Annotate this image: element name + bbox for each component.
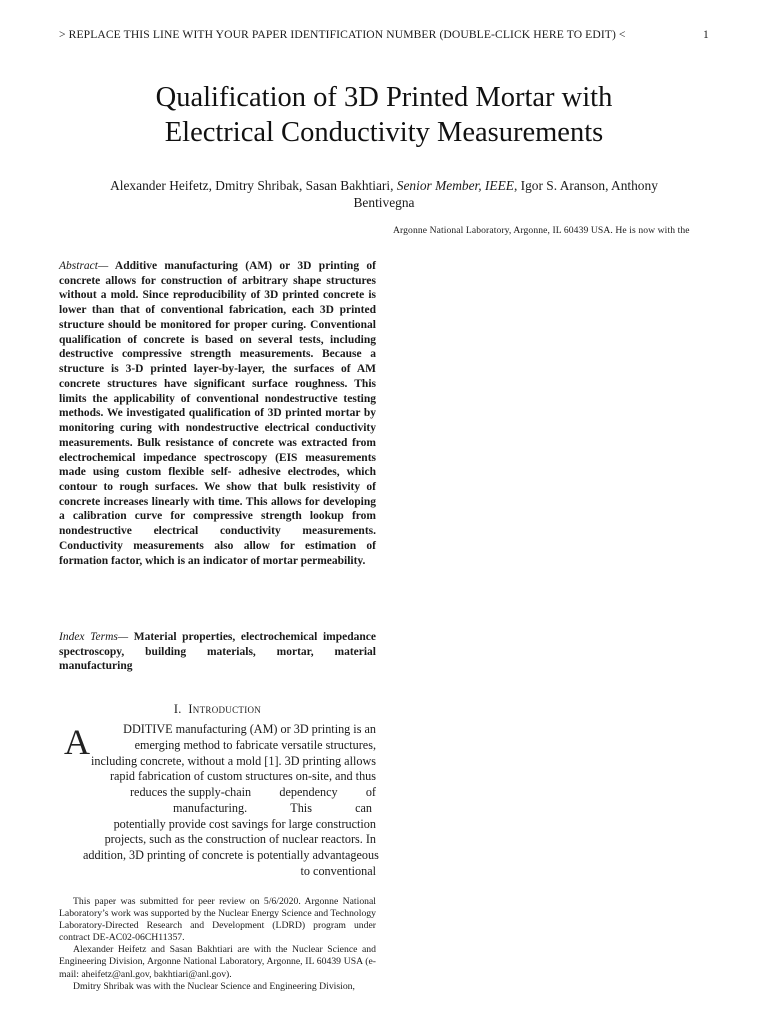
title-line-2: Electrical Conductivity Measurements xyxy=(164,117,604,148)
abstract-text: Additive manufacturing (AM) or 3D printing of concrete allows for construction of arbitrary shape structures without a mold. Since reproducibility of 3D printed concrete is lower than that of conventional fabrication, each 3D printed structure should be monitored for proper curing. Conventional qualification of concrete is based on several tests, including destructive compressive strength measurements. Because a structure is 3-D printed layer-by-layer, the surfaces of AM concrete structures have significant surface roughness. This limits the applicability of conventional nondestructive testing methods. We investigated qualification of 3D printed mortar by monitoring curing with nondestructive electrical conductivity measurements. Bulk resistance of concrete was extracted from electrochemical impedance spectroscopy (EIS measurements made using custom flexible self- adhesive electrodes, which contour to rough surfaces. We show that bulk resistivity of concrete increases linearly with time. This allows for developing a calibration curve for compressive strength lookup from nondestructive electrical conductivity measurements. Conductivity measurements also allow for estimation of formation factor, which is an indicator of mortar permeability. xyxy=(59,260,376,567)
author-role: Senior Member, IEEE xyxy=(396,178,514,193)
page-number: 1 xyxy=(703,28,709,41)
intro-line: rapid fabrication of custom structures on-site, and thus xyxy=(109,769,376,784)
author-line-2: Bentivegna xyxy=(353,195,415,210)
title-line-1: Qualification of 3D Printed Mortar with xyxy=(155,82,613,113)
abstract-label: Abstract— xyxy=(59,260,109,272)
footnote: Dmitry Shribak was with the Nuclear Science and Engineering Division, xyxy=(73,980,355,992)
abstract xyxy=(59,259,376,568)
footnote: This paper was submitted for peer review on 5/6/2020. Argonne National Laboratory’s work was supported by the Nuclear Energy Science and Technology Laboratory-Directed Research and Development (LDRD) program under contract DE-AC02-06CH11357. xyxy=(59,896,376,944)
intro-word: dependency xyxy=(279,785,338,799)
intro-word: of xyxy=(365,785,376,799)
footnotes xyxy=(59,896,376,993)
header-text: > REPLACE THIS LINE WITH YOUR PAPER IDENTIFICATION NUMBER (DOUBLE-CLICK HERE TO EDIT) < xyxy=(59,28,626,41)
section-title: Introduction xyxy=(188,702,262,716)
paper-title xyxy=(59,80,709,150)
index-terms-label: Index Terms— xyxy=(59,631,129,643)
intro-line: DDITIVE manufacturing (AM) or 3D printing is an xyxy=(123,722,376,736)
intro-word: can xyxy=(355,800,372,815)
author-list xyxy=(59,177,709,211)
section-heading xyxy=(59,702,376,717)
index-terms xyxy=(59,630,376,674)
intro-word: reduces the supply-chain xyxy=(130,785,252,799)
intro-line: projects, such as the construction of nuclear reactors. In xyxy=(104,832,376,847)
intro-line xyxy=(83,785,376,801)
intro-line: to conventional xyxy=(300,863,376,878)
intro-word: manufacturing. xyxy=(173,800,248,815)
section-numeral: I. xyxy=(173,702,182,716)
intro-line: including concrete, without a mold [1]. 3D printing allows xyxy=(91,753,376,768)
intro-line xyxy=(83,801,376,817)
intro-line: addition, 3D printing of concrete is potentially advantageous xyxy=(83,848,379,862)
author-names-a: Alexander Heifetz, Dmitry Shribak, Sasan Bakhtiari, xyxy=(110,178,397,193)
intro-text xyxy=(83,722,379,880)
affiliation-fragment: Argonne National Laboratory, Argonne, IL 60439 USA. He is now with the xyxy=(393,225,690,236)
intro-line: emerging method to fabricate versatile structures, xyxy=(134,737,376,752)
footnote: Alexander Heifetz and Sasan Bakhtiari are with the Nuclear Science and Engineering Division, Argonne National Laboratory, Argonne, IL 60439 USA (e-mail: aheifetz@anl.gov, bakhtiari@anl.gov). xyxy=(59,944,376,980)
drop-cap: A xyxy=(64,722,90,762)
running-header xyxy=(0,28,768,44)
introduction-paragraph xyxy=(59,722,379,882)
intro-line: potentially provide cost savings for large construction xyxy=(113,816,376,831)
intro-word: This xyxy=(290,800,312,815)
author-line-1 xyxy=(59,177,709,194)
index-terms-text: Material properties, electrochemical impedance spectroscopy, building materials, mortar, material manufacturing xyxy=(59,631,376,672)
author-names-b: , Igor S. Aranson, Anthony xyxy=(513,178,658,193)
